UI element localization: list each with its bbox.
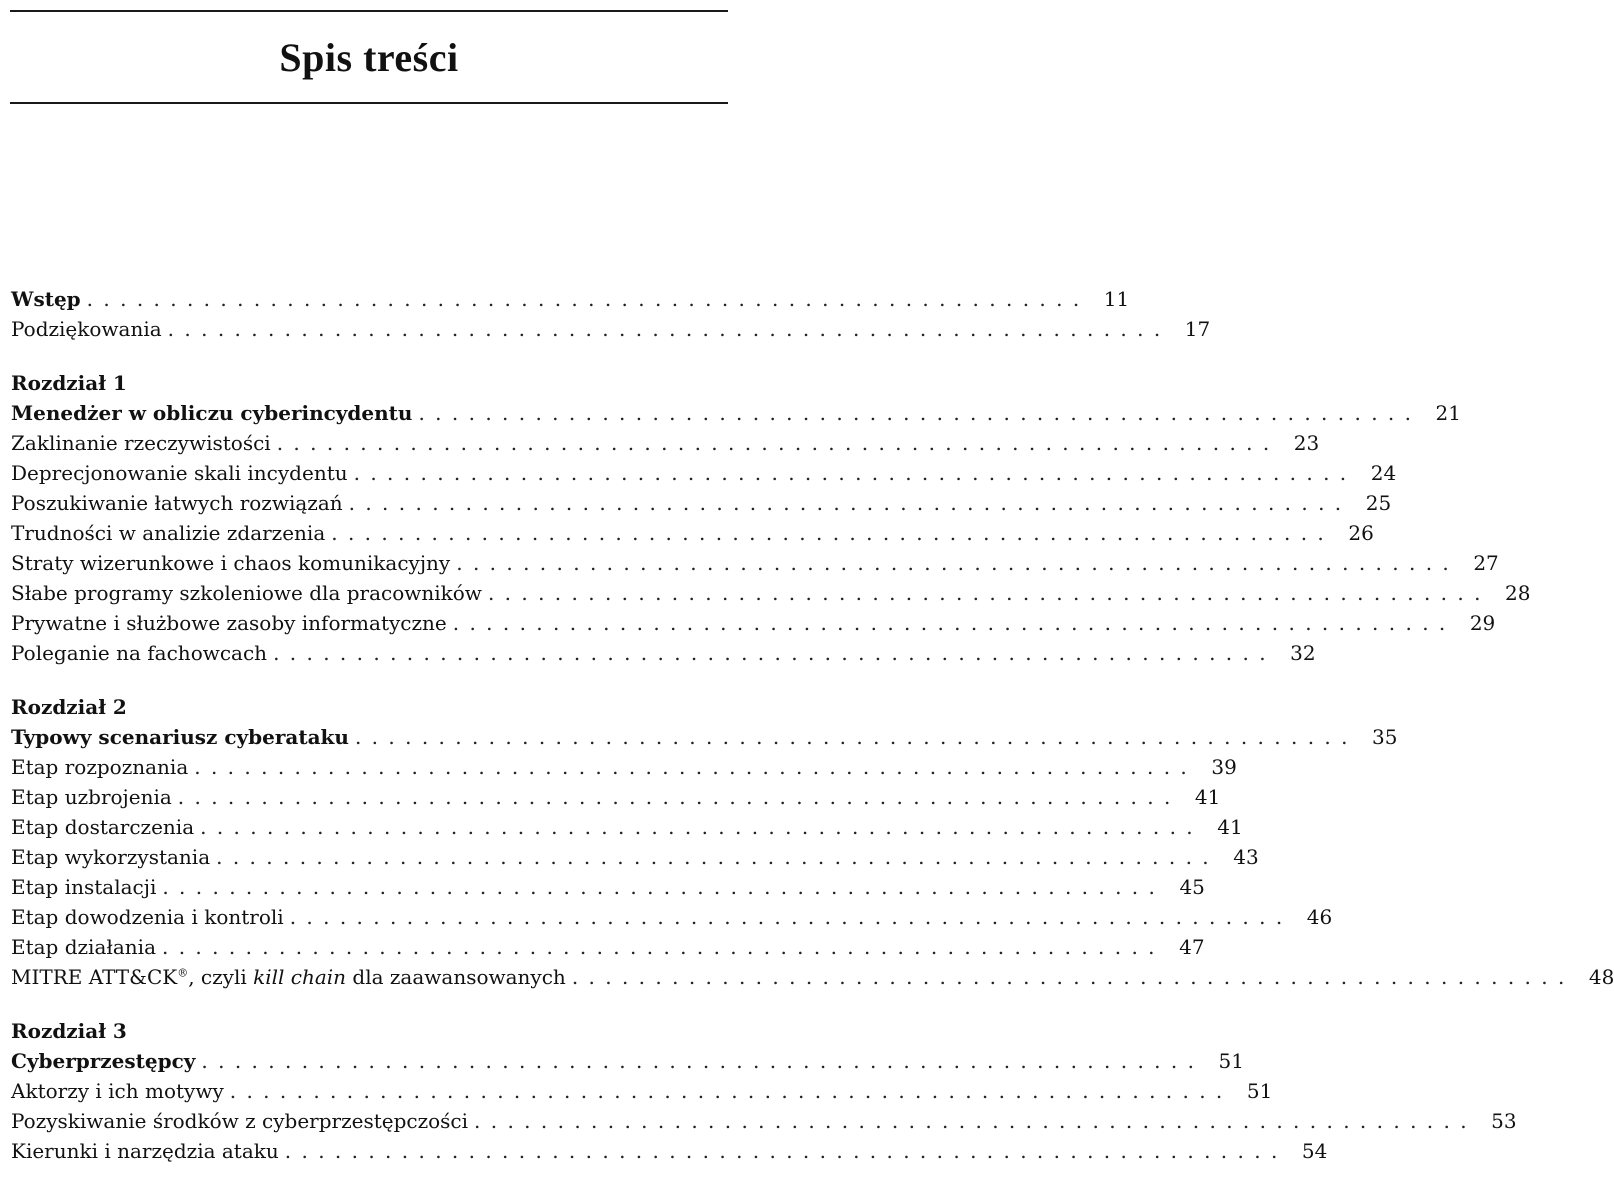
dot-leader: . . . . . . . . . . . . . . . . . . . . . . . . . . . . . . . . . . . . . . . . . . . . . . . . . . . . . . . . . . . . <box>216 845 1211 869</box>
chapter-label-2: Rozdział 2 <box>11 695 127 719</box>
toc-entry-title: Poleganie na fachowcach <box>11 641 268 665</box>
toc-entry-title: Straty wizerunkowe i chaos komunikacyjny <box>11 551 451 575</box>
toc-entry-title: Trudności w analizie zdarzenia <box>11 521 326 545</box>
dot-leader: . . . . . . . . . . . . . . . . . . . . . . . . . . . . . . . . . . . . . . . . . . . . . . . . . . . . . . . . . . . . <box>229 1079 1225 1103</box>
table-of-contents <box>11 284 1614 1166</box>
toc-page-number: 25 <box>1365 491 1392 515</box>
dot-leader: . . . . . . . . . . . . . . . . . . . . . . . . . . . . . . . . . . . . . . . . . . . . . . . . . . . . . . . . . . . . <box>487 581 1483 605</box>
toc-entry[interactable] <box>11 578 1531 608</box>
toc-page-number: 11 <box>1103 287 1130 311</box>
toc-page-number: 51 <box>1246 1079 1273 1103</box>
toc-entry[interactable] <box>11 842 1259 872</box>
dot-leader: . . . . . . . . . . . . . . . . . . . . . . . . . . . . . . . . . . . . . . . . . . . . . . . . . . . . . . . . . . . . <box>452 611 1448 635</box>
chapter-label-3: Rozdział 3 <box>11 1019 127 1043</box>
toc-entry[interactable] <box>11 428 1320 458</box>
toc-page-number: 17 <box>1184 317 1211 341</box>
toc-page-number: 53 <box>1491 1109 1517 1133</box>
toc-entry[interactable] <box>11 1106 1517 1136</box>
toc-page-number: 48 <box>1588 965 1614 989</box>
toc-page-number: 43 <box>1233 845 1259 869</box>
toc-entry[interactable] <box>11 398 1461 428</box>
toc-entry[interactable] <box>11 752 1237 782</box>
toc-entry[interactable] <box>11 1046 1244 1076</box>
toc-entry-title: Menedżer w obliczu cyberincydentu <box>11 401 413 425</box>
toc-entry-title: Pozyskiwanie środków z cyberprzestępczości <box>11 1109 469 1133</box>
toc-entry-mitre[interactable] <box>11 962 1614 992</box>
dot-leader: . . . . . . . . . . . . . . . . . . . . . . . . . . . . . . . . . . . . . . . . . . . . . . . . . . . . . . . . . . . . <box>348 491 1344 515</box>
toc-entry-wstep[interactable] <box>11 284 1130 314</box>
toc-entry[interactable] <box>11 812 1243 842</box>
top-rule <box>10 10 728 12</box>
toc-entry-podziekowania[interactable] <box>11 314 1211 344</box>
dot-leader: . . . . . . . . . . . . . . . . . . . . . . . . . . . . . . . . . . . . . . . . . . . . . . . . . . . . . . . . . . . . <box>194 755 1189 779</box>
dot-leader: . . . . . . . . . . . . . . . . . . . . . . . . . . . . . . . . . . . . . . . . . . . . . . . . . . . . . . . . . . . . <box>418 401 1413 425</box>
toc-entry-title: Typowy scenariusz cyberataku <box>11 725 349 749</box>
dot-leader: . . . . . . . . . . . . . . . . . . . . . . . . . . . . . . . . . . . . . . . . . . . . . . . . . . . . . . . . . . . . <box>284 1139 1280 1163</box>
toc-page-number: 29 <box>1469 611 1496 635</box>
dot-leader: . . . . . . . . . . . . . . . . . . . . . . . . . . . . . . . . . . . . . . . . . . . . . . . . . . . . . . . . . . . . <box>86 287 1082 311</box>
title-part: , czyli <box>188 965 254 989</box>
toc-entry-title: Etap uzbrojenia <box>11 785 172 809</box>
toc-entry-title: Poszukiwanie łatwych rozwiązań <box>11 491 343 515</box>
toc-page-number: 46 <box>1306 905 1333 929</box>
toc-page-number: 21 <box>1435 401 1461 425</box>
toc-page-number: 54 <box>1301 1139 1328 1163</box>
toc-entry[interactable] <box>11 548 1499 578</box>
toc-entry[interactable] <box>11 608 1496 638</box>
toc-entry-title: Prywatne i służbowe zasoby informatyczne <box>11 611 447 635</box>
toc-page-number: 51 <box>1218 1049 1244 1073</box>
dot-leader: . . . . . . . . . . . . . . . . . . . . . . . . . . . . . . . . . . . . . . . . . . . . . . . . . . . . . . . . . . . . <box>474 1109 1469 1133</box>
dot-leader: . . . . . . . . . . . . . . . . . . . . . . . . . . . . . . . . . . . . . . . . . . . . . . . . . . . . . . . . . . . . <box>273 641 1268 665</box>
chapter-label-1: Rozdział 1 <box>11 371 127 395</box>
dot-leader: . . . . . . . . . . . . . . . . . . . . . . . . . . . . . . . . . . . . . . . . . . . . . . . . . . . . . . . . . . . . <box>200 815 1195 839</box>
toc-page-number: 45 <box>1179 875 1205 899</box>
dot-leader: . . . . . . . . . . . . . . . . . . . . . . . . . . . . . . . . . . . . . . . . . . . . . . . . . . . . . . . . . . . . <box>167 317 1163 341</box>
dot-leader: . . . . . . . . . . . . . . . . . . . . . . . . . . . . . . . . . . . . . . . . . . . . . . . . . . . . . . . . . . . . <box>331 521 1326 545</box>
dot-leader: . . . . . . . . . . . . . . . . . . . . . . . . . . . . . . . . . . . . . . . . . . . . . . . . . . . . . . . . . . . . <box>353 461 1349 485</box>
toc-entry-title: Etap dostarczenia <box>11 815 195 839</box>
title-rule <box>10 102 728 104</box>
toc-entry[interactable] <box>11 458 1397 488</box>
toc-entry[interactable] <box>11 902 1333 932</box>
page-title: Spis treści <box>279 35 459 80</box>
toc-entry[interactable] <box>11 1076 1273 1106</box>
dot-leader: . . . . . . . . . . . . . . . . . . . . . . . . . . . . . . . . . . . . . . . . . . . . . . . . . . . . . . . . . . . . <box>177 785 1173 809</box>
dot-leader: . . . . . . . . . . . . . . . . . . . . . . . . . . . . . . . . . . . . . . . . . . . . . . . . . . . . . . . . . . . . <box>354 725 1350 749</box>
toc-entry-title: Deprecjonowanie skali incydentu <box>11 461 348 485</box>
toc-entry[interactable] <box>11 722 1398 752</box>
dot-leader: . . . . . . . . . . . . . . . . . . . . . . . . . . . . . . . . . . . . . . . . . . . . . . . . . . . . . . . . . . . . <box>571 965 1567 989</box>
toc-page-number: 23 <box>1293 431 1320 455</box>
toc-entry-title: Kierunki i narzędzia ataku <box>11 1139 279 1163</box>
toc-page-number: 27 <box>1473 551 1499 575</box>
toc-page-number: 35 <box>1372 725 1398 749</box>
toc-page-number: 47 <box>1179 935 1205 959</box>
toc-entry-title: Etap dowodzenia i kontroli <box>11 905 284 929</box>
dot-leader: . . . . . . . . . . . . . . . . . . . . . . . . . . . . . . . . . . . . . . . . . . . . . . . . . . . . . . . . . . . . <box>201 1049 1196 1073</box>
title-part: MITRE ATT&CK <box>11 965 178 989</box>
title-part-italic: kill chain <box>253 965 347 989</box>
toc-page-number: 28 <box>1505 581 1531 605</box>
toc-entry-title: Cyberprzestępcy <box>11 1049 196 1073</box>
toc-entry-title: Etap działania <box>11 935 156 959</box>
toc-entry[interactable] <box>11 488 1392 518</box>
toc-page-number: 41 <box>1194 785 1221 809</box>
toc-entry-title: Etap rozpoznania <box>11 755 189 779</box>
toc-page-number: 39 <box>1211 755 1237 779</box>
title-part: dla zaawansowanych <box>346 965 566 989</box>
toc-page-number: 26 <box>1348 521 1374 545</box>
toc-entry[interactable] <box>11 638 1316 668</box>
toc-page-number: 24 <box>1370 461 1397 485</box>
toc-entry-title: Etap wykorzystania <box>11 845 211 869</box>
toc-entry-title: Zaklinanie rzeczywistości <box>11 431 271 455</box>
toc-entry[interactable] <box>11 932 1205 962</box>
toc-page-number: 41 <box>1217 815 1243 839</box>
toc-entry[interactable] <box>11 872 1205 902</box>
toc-entry-title: Aktorzy i ich motywy <box>11 1079 224 1103</box>
toc-entry[interactable] <box>11 1136 1328 1166</box>
dot-leader: . . . . . . . . . . . . . . . . . . . . . . . . . . . . . . . . . . . . . . . . . . . . . . . . . . . . . . . . . . . . <box>276 431 1272 455</box>
dot-leader: . . . . . . . . . . . . . . . . . . . . . . . . . . . . . . . . . . . . . . . . . . . . . . . . . . . . . . . . . . . . <box>162 875 1157 899</box>
dot-leader: . . . . . . . . . . . . . . . . . . . . . . . . . . . . . . . . . . . . . . . . . . . . . . . . . . . . . . . . . . . . <box>162 935 1157 959</box>
toc-entry-title: Etap instalacji <box>11 875 157 899</box>
toc-entry[interactable] <box>11 782 1221 812</box>
toc-entry[interactable] <box>11 518 1374 548</box>
toc-entry-title: Słabe programy szkoleniowe dla pracowników <box>11 581 482 605</box>
dot-leader: . . . . . . . . . . . . . . . . . . . . . . . . . . . . . . . . . . . . . . . . . . . . . . . . . . . . . . . . . . . . <box>456 551 1451 575</box>
toc-page-number: 32 <box>1290 641 1316 665</box>
toc-entry-title: Podziękowania <box>11 317 162 341</box>
toc-entry-title: Wstęp <box>11 287 81 311</box>
registered-mark: ® <box>177 966 189 980</box>
toc-entry-title <box>11 962 566 992</box>
dot-leader: . . . . . . . . . . . . . . . . . . . . . . . . . . . . . . . . . . . . . . . . . . . . . . . . . . . . . . . . . . . . <box>289 905 1285 929</box>
